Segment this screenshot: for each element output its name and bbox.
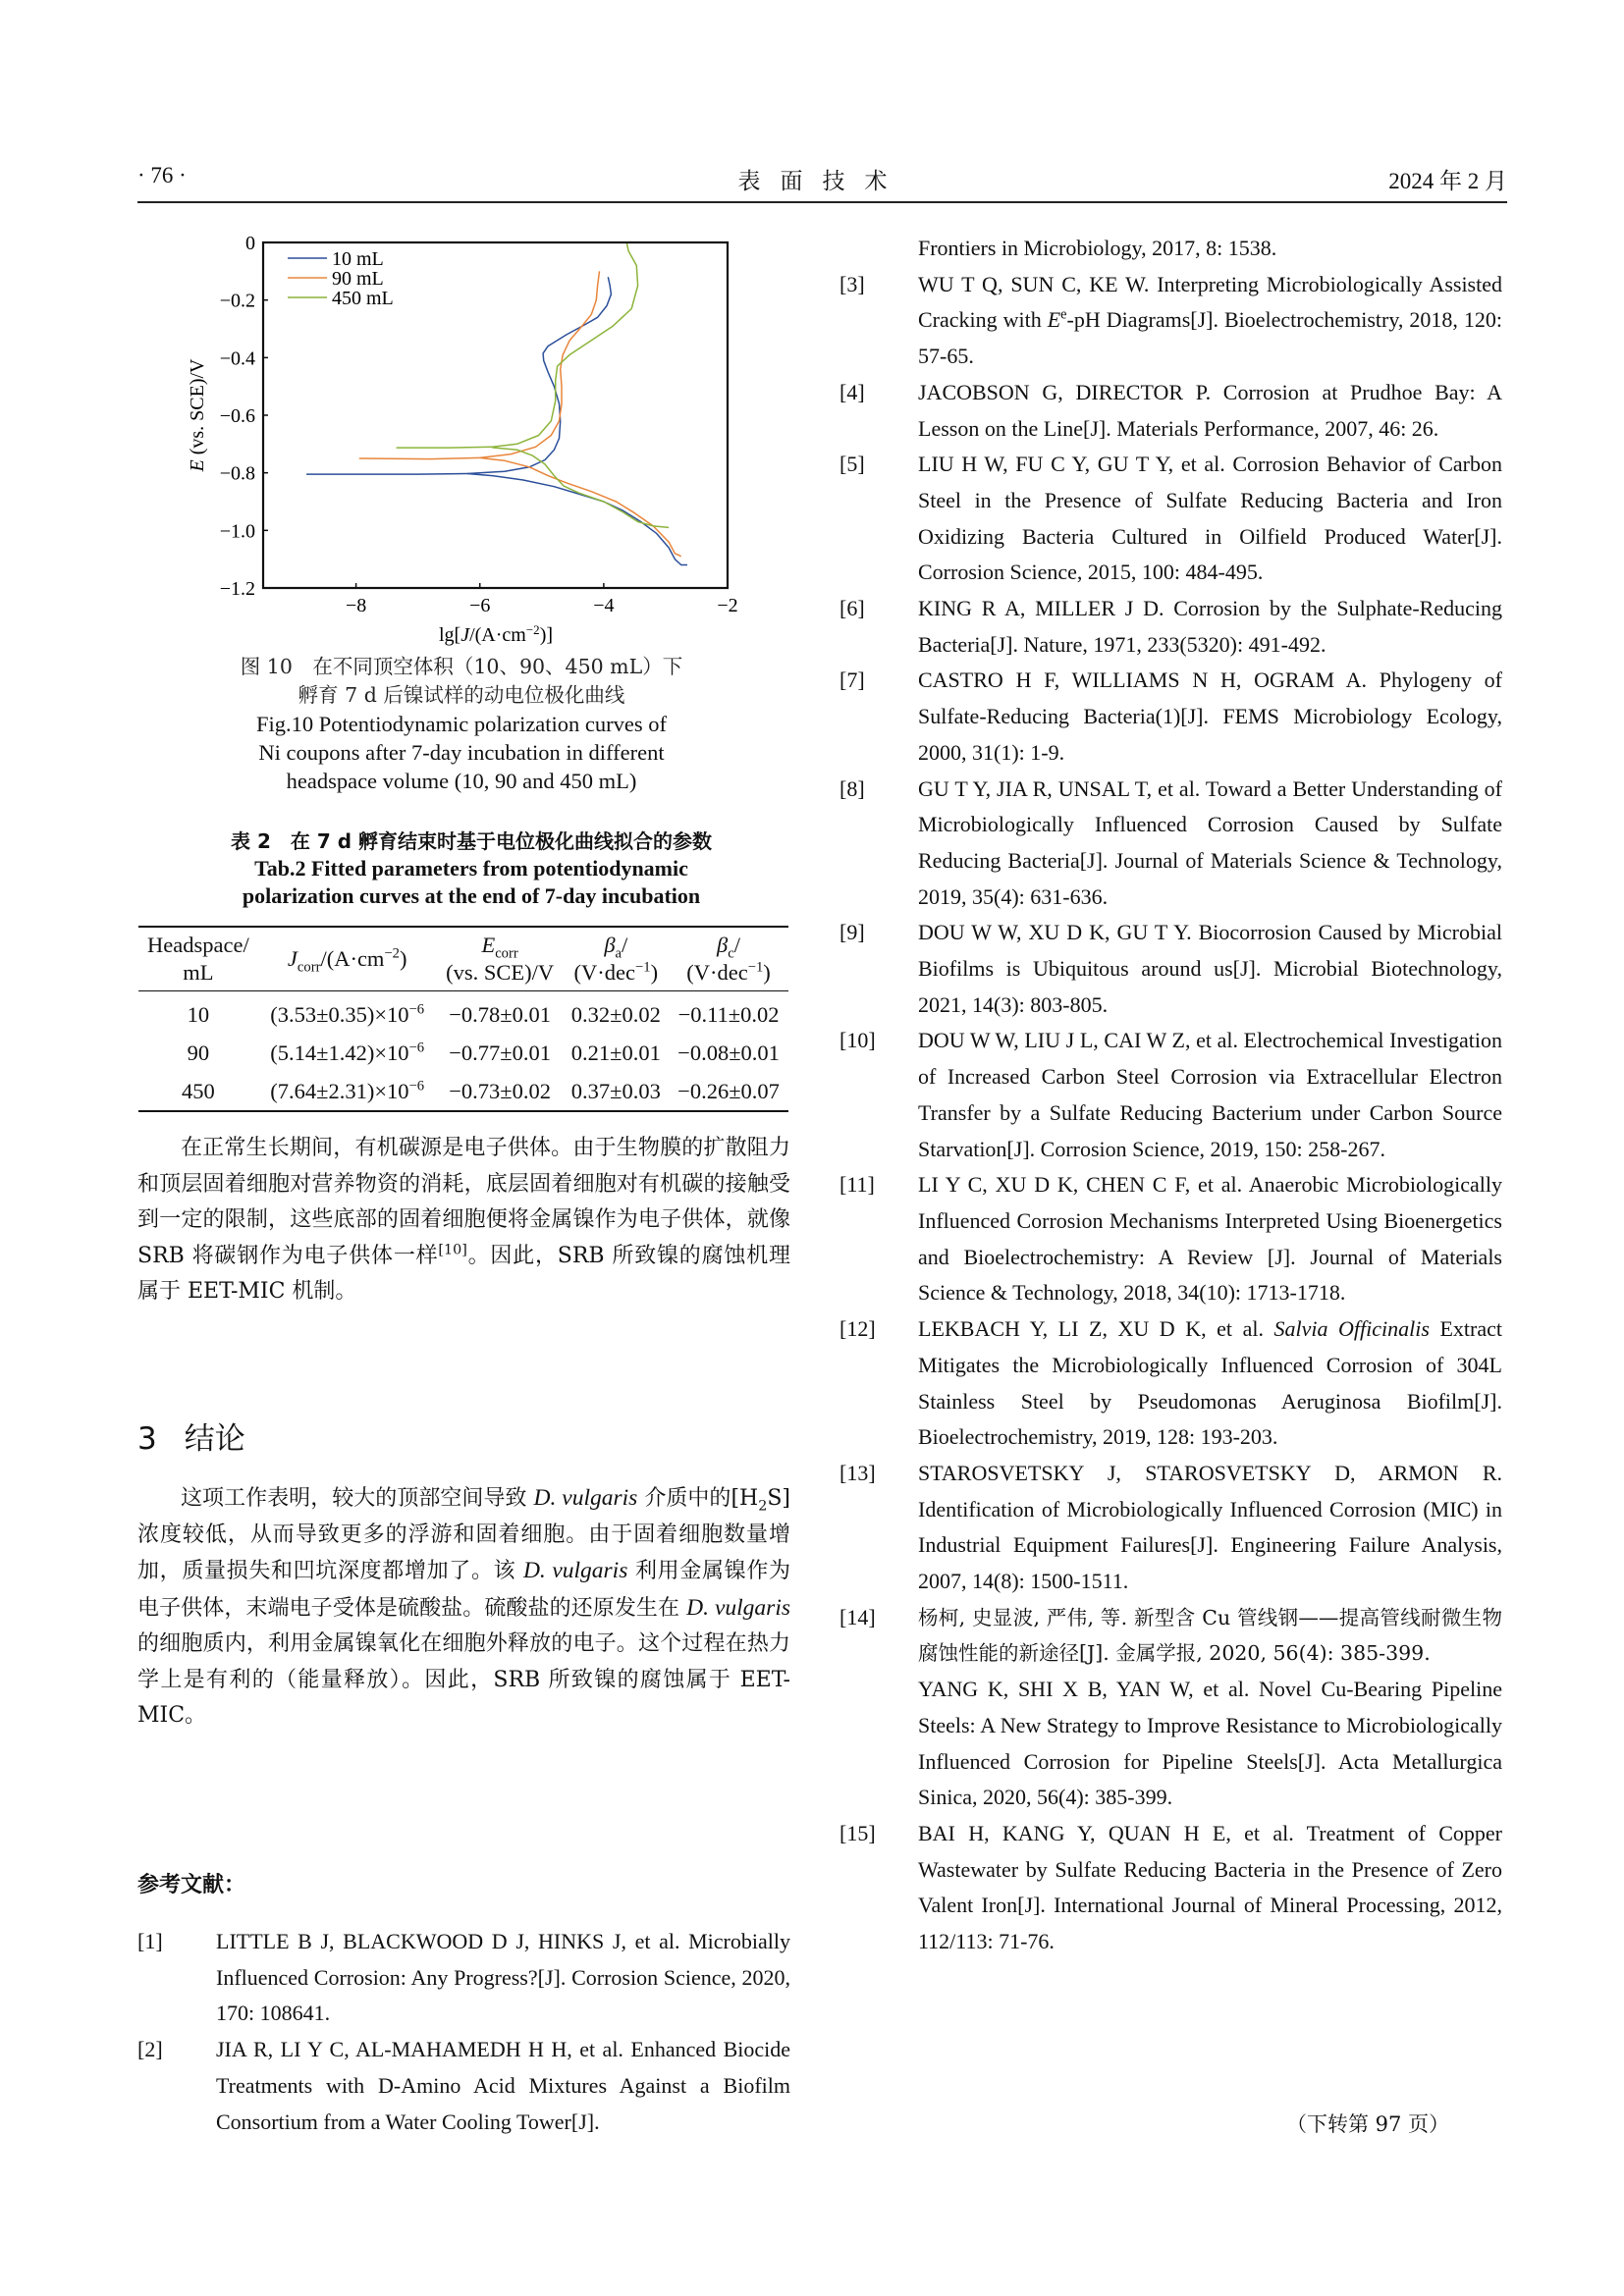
figure-caption-en-2: Ni coupons after 7-day incubation in different [258,740,665,765]
reference-item: [3] WU T Q, SUN C, KE W. Interpreting Microbiologically Assisted Cracking with $E^e-pH$ Diagrams[J]. Bioelectrochemistry, 2018, 120: 57-65. [839,271,1502,369]
curve-450ml-branch-2 [492,242,637,447]
references-heading: 参考文献： [137,1873,246,1897]
y-tick-label: 0 [245,233,255,254]
citation-10[interactable]: [10] [438,1242,467,1258]
header-rule [137,201,1507,203]
cell-headspace: 90 [187,1040,210,1065]
section-number: 3 [137,1421,157,1457]
y-tick-label: −0.4 [219,347,255,370]
section-heading [137,1414,245,1458]
cell-ecorr: −0.78±0.01 [449,1001,551,1027]
paragraph-discussion: 在正常生长期间，有机碳源是电子供体。由于生物膜的扩散阻力和顶层固着细胞对营养物资的消耗，底层固着细胞对有机碳的接触受到一定的限制，这些底部的固着细胞便将金属镍作为电子供体，就像 SRB 将碳钢作为电子供体一样[10]。因此，SRB 所致镍的腐蚀机理属于 EET-MIC 机制。 [137,1136,791,1304]
cell-ecorr: −0.77±0.01 [449,1040,551,1065]
legend [288,248,394,309]
y-tick-label: −1.2 [219,578,255,600]
cell-ecorr: −0.73±0.02 [449,1078,551,1103]
reference-item: [7] CASTRO H F, WILLIAMS N H, OGRAM A. Phylogeny of Sulfate-Reducing Bacteria(1)[J]. FEMS Microbiology Ecology, 2000, 31(1): 1-9. [839,667,1502,765]
fitted-parameters-table [138,926,788,1112]
table-header-row [138,927,788,991]
cell-jcorr: $(7.64\pm 2.31)\times 10^{-6}$ [270,1078,425,1103]
table-row [138,1072,788,1111]
reference-item: [12] LEKBACH Y, LI Z, XU D K, et al. Salvia Officinalis Extract Mitigates the Microbiologically Influenced Corrosion of 304L Stainless Steel by Pseudomonas Aeruginosa Biofilm[J]. Bioelectrochemistry, 2019, 128: 193-203. [839,1316,1502,1450]
continued-note: （下转第 97 页） [1286,2112,1450,2136]
y-tick-label: −0.2 [219,290,255,312]
col-jcorr: $J_{corr}/(A\cdot cm^{-2})$ [287,945,407,976]
curve-90ml-branch-0 [359,457,480,458]
reference-item: [11] LI Y C, XU D K, CHEN C F, et al. Anaerobic Microbiologically Influenced Corrosion Mechanisms Interpreted Using Bioenergetics and Bioelectrochemistry: A Review [J]. Journal of Materials Science & Technology, 2018, 34(10): 1713-1718. [839,1172,1502,1306]
col-headspace: Headspace/ mL [147,933,249,985]
curve-90ml-branch-1 [480,457,681,556]
curve-10ml-branch-0 [306,474,467,475]
x-tick-label: −8 [345,595,367,616]
reference-item: [1] LITTLE B J, BLACKWOOD D J, HINKS J, et al. Microbially Influenced Corrosion: Any Progress?[J]. Corrosion Science, 2020, 170: 108641. [137,1929,790,2026]
cell-headspace: 450 [182,1078,215,1103]
cell-beta-c: −0.26±0.07 [677,1078,780,1103]
x-axis-label: $\lg[J/(A\cdot cm^{-2})]$ [438,622,554,646]
x-tick-label: −6 [469,595,491,616]
polarization-chart [137,221,785,653]
y-tick-label: −1.0 [219,520,255,543]
cell-jcorr: $(5.14\pm 1.42)\times 10^{-6}$ [270,1040,425,1065]
figure-caption-cn-1: 图 10 在不同顶空体积（10、90、450 mL）下 [240,655,683,678]
reference-item: [9] DOU W W, XU D K, GU T Y. Biocorrosion Caused by Microbial Biofilms is Ubiquitous around us[J]. Microbial Biotechnology, 2021, 14(3): 803-805. [839,920,1502,1017]
y-axis-label: E (vs. SCE)/V [187,358,208,472]
cell-jcorr: $(3.53\pm 0.35)\times 10^{-6}$ [270,1001,425,1027]
table-caption-en-1: Tab.2 Fitted parameters from potentiodynamic [254,856,688,881]
legend-label-10ml: 10 mL [332,248,384,270]
cell-beta-a: 0.37±0.03 [570,1078,661,1103]
curve-90ml-branch-2 [480,271,600,457]
reference-item: [4] JACOBSON G, DIRECTOR P. Corrosion at Prudhoe Bay: A Lesson on the Line[J]. Materials Performance, 2007, 46: 26. [839,379,1502,441]
reference-item: [14] 杨柯, 史显波, 严伟, 等. 新型含 Cu 管线钢——提高管线耐微生物腐蚀性能的新途径[J]. 金属学报, 2020, 56(4): 385-399. YANG K, SHI X B, YAN W, et al. Novel Cu-Bearing Pipeline Steels: A New Strategy to Improve Resistance to Microbiologically Influenced Corrosion for Pipeline Steels[J]. Acta Metallurgica Sinica, 2020, 56(4): 385-399. [839,1604,1502,1810]
reference-item: [13] STAROSVETSKY J, STAROSVETSKY D, ARMON R. Identification of Microbiologically Influenced Corrosion (MIC) in Industrial Equipment Failures[J]. Engineering Failure Analysis, 2007, 14(8): 1500-1511. [839,1460,1502,1594]
section-title: 结论 [184,1421,245,1457]
reference-item: [2] JIA R, LI Y C, AL-MAHAMEDH H H, et al. Enhanced Biocide Treatments with D-Amino Acid Mixtures Against a Biofilm Consortium from a Water Cooling Tower[J]. [137,2037,790,2134]
table-caption [137,828,805,910]
table-row [138,991,788,1035]
table-row [138,1034,788,1072]
references-left [137,1924,790,2140]
reference-item: [5] LIU H W, FU C Y, GU T Y, et al. Corrosion Behavior of Carbon Steel in the Presence of Sulfate Reducing Bacteria and Iron Oxidizing Bacteria Cultured in Oilfield Produced Water[J]. Corrosion Science, 2015, 100: 484-495. [839,452,1502,585]
references-right [839,231,1502,1960]
cell-beta-c: −0.08±0.01 [677,1040,780,1065]
table-caption-cn: 表 2 在 7 d 孵育结束时基于电位极化曲线拟合的参数 [231,829,712,853]
x-tick-label: −2 [717,595,738,616]
cell-headspace: 10 [187,1001,210,1027]
axis-ticks [220,233,738,616]
reference-continuation: Frontiers in Microbiology, 2017, 8: 1538. [918,236,1277,260]
page-number: · 76 · [137,163,187,187]
table-caption-en-2: polarization curves at the end of 7-day incubation [242,883,701,908]
paragraph-conclusion: 这项工作表明，较大的顶部空间导致 D. vulgaris 介质中的$[H_2S]$浓度较低，从而导致更多的浮游和固着细胞。由于固着细胞数量增加，质量损失和凹坑深度都增加了。该 D. vulgaris 利用金属镍作为电子供体，末端电子受体是硫酸盐。硫酸盐的还原发生在 D. vulgaris 的细胞质内，利用金属镍氧化在细胞外释放的电子。这个过程在热力学上是有利的（能量释放）。因此，SRB 所致镍的腐蚀属于 EET-MIC。 [137,1485,791,1728]
cell-beta-a: 0.21±0.01 [570,1040,661,1065]
running-header [137,157,1507,196]
reference-item: [6] KING R A, MILLER J D. Corrosion by the Sulphate-Reducing Bacteria[J]. Nature, 1971, 233(5320): 491-492. [839,596,1502,657]
figure-caption [137,653,785,795]
curve-450ml-branch-0 [397,447,493,448]
issue-date: 2024 年 2 月 [1388,169,1507,193]
cell-beta-a: 0.32±0.02 [570,1001,661,1027]
col-ecorr: $E_{corr}$ (vs. SCE)/V [446,933,555,985]
y-tick-label: −0.6 [219,405,255,427]
figure-caption-en-3: headspace volume (10, 90 and 450 mL) [286,769,637,793]
figure-caption-en-1: Fig.10 Potentiodynamic polarization curves of [255,712,668,736]
legend-label-90ml: 90 mL [332,268,384,290]
col-beta-a: $\beta_a/$ (V·dec$^{-1}$) [573,933,659,985]
figure-caption-cn-2: 孵育 7 d 后镍试样的动电位极化曲线 [298,683,625,707]
y-tick-label: −0.8 [219,462,255,485]
reference-item: [15] BAI H, KANG Y, QUAN H E, et al. Treatment of Copper Wastewater by Sulfate Reducing Bacteria in the Presence of Zero Valent Iron[J]. International Journal of Mineral Processing, 2012, 112/113: 71-76. [839,1820,1502,1954]
legend-label-450ml: 450 mL [332,288,394,309]
col-beta-c: $\beta_c/$ (V·dec$^{-1}$) [686,933,771,985]
reference-item: [8] GU T Y, JIA R, UNSAL T, et al. Toward a Better Understanding of Microbiologically Influenced Corrosion Caused by Sulfate Reducing Bacteria[J]. Journal of Materials Science & Technology, 2019, 35(4): 631-636. [839,775,1502,909]
reference-item: [10] DOU W W, LIU J L, CAI W Z, et al. Electrochemical Investigation of Increased Carbon Steel Corrosion via Extracellular Electron Transfer by a Sulfate Reducing Bacterium under Carbon Source Starvation[J]. Corrosion Science, 2019, 150: 258-267. [839,1028,1502,1161]
cell-beta-c: −0.11±0.02 [677,1001,780,1027]
x-tick-label: −4 [593,595,615,616]
journal-title: 表面技术 [737,169,907,193]
